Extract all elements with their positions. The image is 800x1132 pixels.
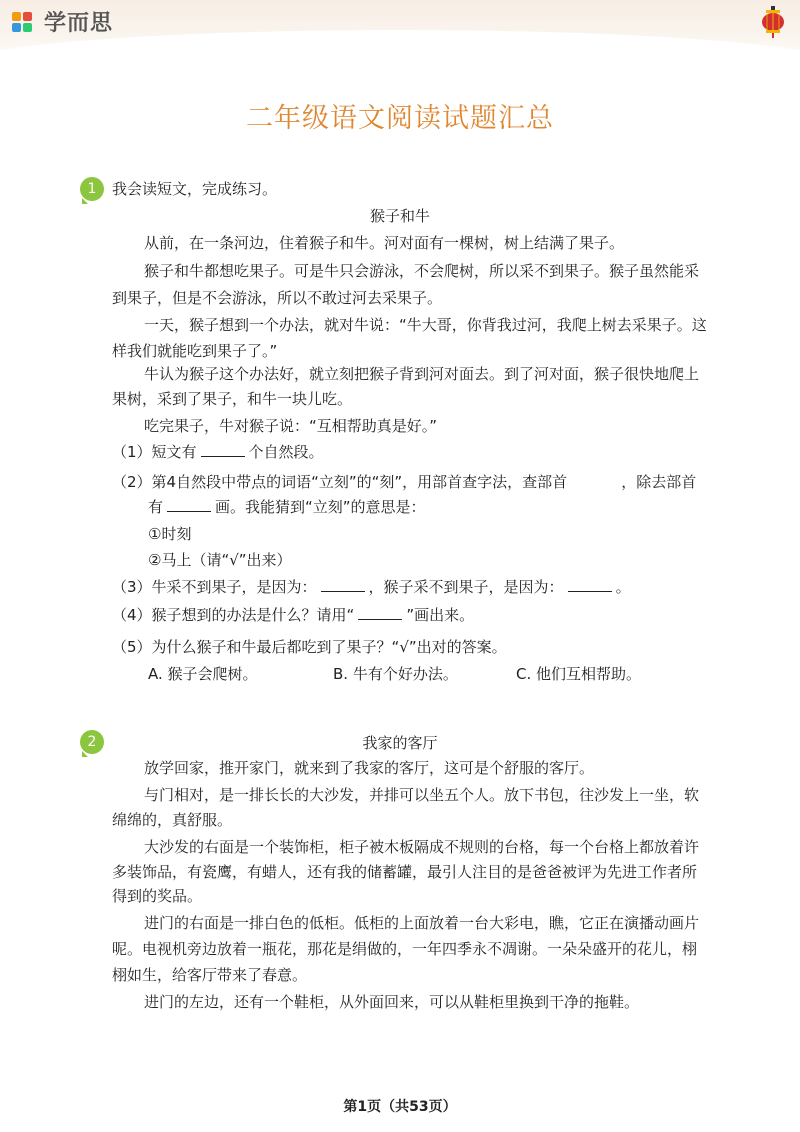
page-number: 第1页（共53页） [343,1099,457,1115]
s2-paragraph-line: 多装饰品，有瓷鹰，有蜡人，还有我的储蓄罐，最引人注目的是爸爸被评为先进工作者所 [112,863,698,881]
answer-blank[interactable] [167,497,211,512]
s2-paragraph-line: 大沙发的右面是一个装饰柜，柜子被木板隔成不规则的台格，每一个台格上都放着许 [144,838,700,856]
s2-paragraph-line: 呢。电视机旁边放着一瓶花，那花是绢做的，一年四季永不凋谢。一朵朵盛开的花儿，栩 [112,940,698,958]
answer-blank[interactable] [358,605,402,620]
q2-text: （2）第4自然段中带点的词语“立刻”的“刻”，用部首查字法，查部首 [112,473,568,491]
s1-paragraph-line: 到果子，但是不会游泳，所以不敢过河去采果子。 [112,289,443,307]
answer-blank[interactable] [568,577,612,592]
question-2-line1 [112,472,696,492]
s2-paragraph-line: 进门的右面是一排白色的低柜。低柜的上面放着一台大彩电，瞧，它正在演播动画片 [144,914,700,932]
q3-text-post: 。 [615,578,631,596]
q3-text-mid: ，猴子采不到果子，是因为： [368,578,564,596]
page-title: 二年级语文阅读试题汇总 [246,103,554,134]
s2-paragraph-line: 绵绵的，真舒服。 [112,811,233,829]
logo-text: 学而思 [44,11,114,36]
lantern-icon [760,6,786,38]
question-5: （5）为什么猴子和牛最后都吃到了果子？“√”出对的答案。 [112,638,507,656]
s2-paragraph-line: 与门相对，是一排长长的大沙发，并排可以坐五个人。放下书包，往沙发上一坐，软 [144,786,700,804]
q2-option-1[interactable]: ①时刻 [148,525,192,543]
q2-text-tail: ，除去部首 [621,473,697,491]
s1-paragraph-line: 吃完果子，牛对猴子说：“互相帮助真是好。” [144,417,438,435]
q1-text-post: 个自然段。 [248,443,324,461]
logo [10,6,113,37]
section1-story-title: 猴子和牛 [369,207,430,225]
s1-paragraph-line: 果树，采到了果子，和牛一块儿吃。 [112,390,353,408]
q1-text-pre: （1）短文有 [112,443,197,461]
s2-paragraph-line: 放学回家，推开家门，就来到了我家的客厅，这可是个舒服的客厅。 [144,759,595,777]
answer-blank[interactable] [201,442,245,457]
q5-option-c[interactable]: C. 他们互相帮助。 [516,665,642,683]
q4-text-pre: （4）猴子想到的办法是什么？请用“ [112,606,355,624]
q2-line2-pre: 有 [148,498,164,516]
q2-option-2[interactable]: ②马上（请“√”出来） [148,551,292,569]
page-header [0,0,800,68]
s1-paragraph-line: 样我们就能吃到果子了。” [112,342,278,360]
question-2-line2 [148,497,426,517]
header-curve [0,30,800,100]
question-number-badge-1: 1 [80,177,104,201]
q5-option-b[interactable]: B. 牛有个好办法。 [333,665,458,683]
s2-paragraph-line: 栩如生，给客厅带来了春意。 [112,966,308,984]
q3-text-pre: （3）牛采不到果子，是因为： [112,578,317,596]
section1-instruction: 我会读短文，完成练习。 [112,180,278,198]
question-number-badge-2: 2 [80,730,104,754]
answer-blank[interactable] [321,577,365,592]
s1-paragraph-line: 牛认为猴子这个办法好，就立刻把猴子背到河对面去。到了河对面，猴子很快地爬上 [144,365,700,383]
s2-paragraph-line: 进门的左边，还有一个鞋柜，从外面回来，可以从鞋柜里换到干净的拖鞋。 [144,993,640,1011]
s1-paragraph-line: 从前，在一条河边，住着猴子和牛。河对面有一棵树，树上结满了果子。 [144,234,625,252]
question-1 [112,442,324,462]
s1-paragraph-line: 猴子和牛都想吃果子。可是牛只会游泳，不会爬树，所以采不到果子。猴子虽然能采 [144,262,700,280]
logo-mark-icon [10,8,40,36]
q2-line2-post: 画。我能猜到“立刻”的意思是： [215,498,426,516]
question-3 [112,577,631,597]
question-4 [112,605,474,625]
s2-paragraph-line: 得到的奖品。 [112,887,203,905]
q5-option-a[interactable]: A. 猴子会爬树。 [148,665,258,683]
section2-story-title: 我家的客厅 [362,734,438,752]
q4-text-post: ”画出来。 [406,606,475,624]
s1-paragraph-line: 一天，猴子想到一个办法，就对牛说：“牛大哥，你背我过河，我爬上树去采果子。这 [144,316,707,334]
